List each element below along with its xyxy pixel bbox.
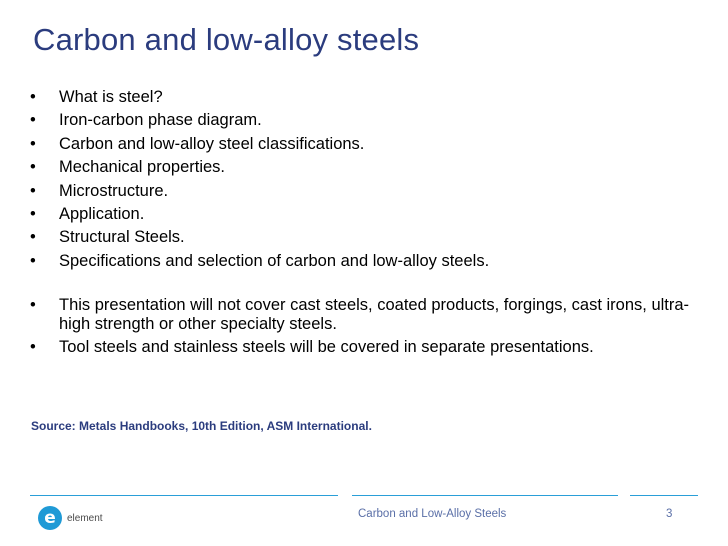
bullet-text: Microstructure. — [59, 181, 169, 200]
bullet-item — [30, 296, 710, 334]
slide-title: Carbon and low-alloy steels — [33, 22, 420, 57]
bullet-dot: • — [30, 296, 36, 314]
company-logo — [38, 504, 103, 532]
footer-divider-left — [30, 495, 338, 496]
page-number: 3 — [666, 508, 673, 520]
bullet-text: This presentation will not cover cast steels, coated products, forgings, cast irons, ultra-high strength or other specialty steels. — [59, 296, 690, 333]
bullet-item — [30, 338, 710, 357]
bullet-dot: • — [30, 111, 36, 130]
bullet-text: Tool steels and stainless steels will be covered in separate presentations. — [59, 338, 594, 356]
bullet-list — [30, 86, 710, 273]
bullet-dot: • — [30, 134, 36, 153]
bullet-item — [30, 133, 710, 156]
bullet-dot: • — [30, 88, 36, 106]
bullet-item — [30, 180, 710, 203]
bullet-dot: • — [30, 228, 36, 247]
bullet-item — [30, 86, 710, 109]
bullet-item — [30, 226, 710, 249]
bullet-item — [30, 109, 710, 132]
footer-divider-middle — [352, 495, 618, 496]
bullet-text: What is steel? — [59, 88, 163, 106]
bullet-dot: • — [30, 181, 36, 200]
bullet-item — [30, 156, 710, 179]
footer-title: Carbon and Low-Alloy Steels — [358, 508, 507, 520]
element-logo-icon: e — [38, 506, 62, 530]
bullet-text: Structural Steels. — [59, 228, 185, 247]
bullet-dot: • — [30, 338, 36, 356]
bullet-dot: • — [30, 251, 36, 270]
bullet-dot: • — [30, 205, 36, 224]
bullet-text: Carbon and low-alloy steel classifications. — [59, 134, 365, 153]
bullet-list-notes — [30, 296, 710, 361]
bullet-text: Specifications and selection of carbon and low-alloy steels. — [59, 251, 490, 270]
bullet-text: Iron-carbon phase diagram. — [59, 111, 262, 130]
source-citation: Source: Metals Handbooks, 10th Edition, ASM International. — [31, 419, 372, 433]
bullet-item — [30, 250, 710, 273]
bullet-item — [30, 203, 710, 226]
footer-divider-right — [630, 495, 698, 496]
bullet-text: Mechanical properties. — [59, 158, 225, 177]
bullet-dot: • — [30, 158, 36, 177]
logo-text: element — [67, 512, 103, 524]
bullet-text: Application. — [59, 205, 145, 224]
